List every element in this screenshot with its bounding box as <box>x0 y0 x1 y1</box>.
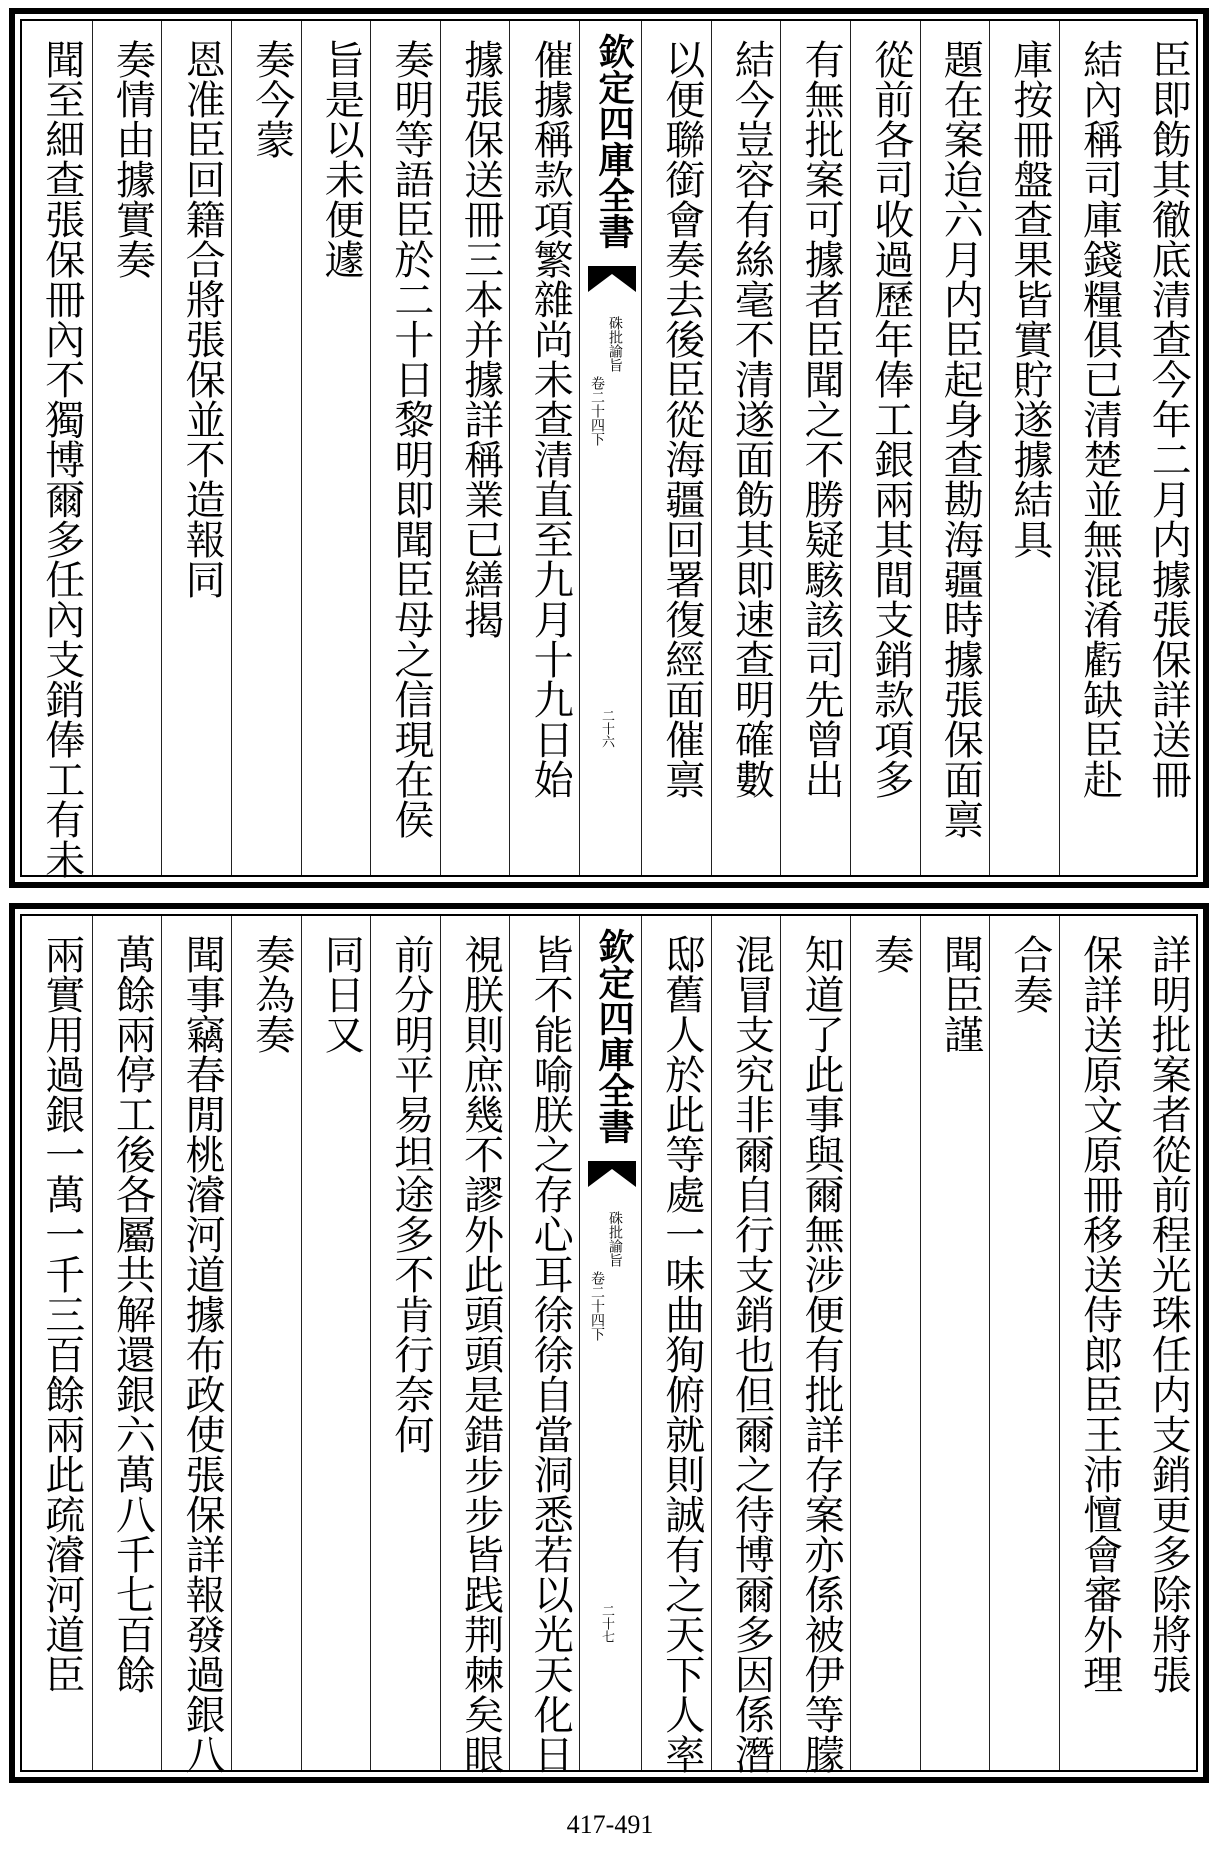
text-column <box>440 916 510 1774</box>
column-text: 詳明批案者從前程光珠任内支銷更多除將張 <box>1145 934 1192 1694</box>
page-footer-number: 417-491 <box>566 1810 654 1839</box>
column-text: 保詳送原文原冊移送侍郎臣王沛憻會審外理 <box>1076 934 1123 1694</box>
column-text: 恩准臣回籍合將張保並不造報同 <box>179 39 226 599</box>
column-text: 從前各司收過歷年俸工銀兩其間支銷款項多 <box>867 39 914 799</box>
text-column <box>920 916 990 1770</box>
fold-column <box>579 21 641 875</box>
column-text: 奏今蒙 <box>248 39 295 159</box>
text-column <box>850 916 920 1770</box>
fish-tail-mark-icon <box>588 1161 636 1187</box>
column-text: 臣即飭其徹底清查今年二月内據張保詳送冊 <box>1145 39 1192 799</box>
text-column <box>161 21 231 875</box>
text-column <box>301 916 371 1770</box>
column-text: 庫按冊盤查果皆實貯遂據結具 <box>1006 39 1053 559</box>
text-column <box>989 916 1059 1770</box>
column-text: 奏明等語臣於二十日黎明即聞臣母之信現在侯 <box>387 39 434 839</box>
text-column <box>440 21 510 875</box>
column-text: 同日又 <box>318 934 365 1054</box>
column-text: 前分明平易坦途多不肯行奈何 <box>387 934 434 1454</box>
text-column <box>231 21 301 875</box>
bottom-page-panel <box>9 903 1209 1783</box>
text-column <box>989 21 1059 875</box>
column-text: 以便聯銜會奏去後臣從海疆回署復經面催禀 <box>658 39 705 799</box>
text-column <box>711 21 781 875</box>
text-column <box>1128 21 1198 875</box>
column-text: 聞至細查張保冊內不獨博爾多任內支銷俸工有未 <box>38 39 85 879</box>
text-column <box>370 916 440 1770</box>
text-column <box>92 21 162 875</box>
column-text: 皆不能喻朕之存心耳徐徐自當洞悉若以光天化日 <box>527 934 574 1774</box>
column-text: 據張保送冊三本并據詳稱業已繕揭 <box>457 39 504 639</box>
text-column <box>1059 916 1129 1770</box>
top-page-frame <box>20 19 1198 877</box>
text-column <box>780 916 850 1774</box>
page-number: 二十六 <box>599 709 614 748</box>
text-column <box>1128 916 1198 1770</box>
text-column <box>22 21 92 879</box>
column-text: 結今豈容有絲毫不清遂面飭其即速查明確數 <box>728 39 775 799</box>
text-column <box>509 21 579 875</box>
column-text: 兩實用過銀一萬一千三百餘兩此疏濬河道臣 <box>38 934 85 1694</box>
text-column <box>711 916 781 1774</box>
column-text: 旨是以未便遽 <box>318 39 365 279</box>
column-text: 有無批案可據者臣聞之不勝疑駭該司先曾出 <box>798 39 845 799</box>
text-column <box>92 916 162 1770</box>
column-text: 聞臣謹 <box>937 934 984 1054</box>
text-column <box>509 916 579 1774</box>
text-column <box>301 21 371 875</box>
column-text: 奏 <box>867 934 914 974</box>
column-text: 催據稱款項繁雜尚未查清直至九月十九日始 <box>527 39 574 799</box>
text-column <box>161 916 231 1774</box>
text-column <box>231 916 301 1770</box>
text-column <box>920 21 990 875</box>
top-page-panel <box>9 8 1209 888</box>
book-title: 欽定四庫全書 <box>593 928 635 1144</box>
page-number: 二十七 <box>599 1604 614 1643</box>
column-text: 題在案迨六月内臣起身查勘海疆時據張保面禀 <box>937 39 984 839</box>
bottom-page-frame <box>20 914 1198 1772</box>
text-column <box>1059 21 1129 875</box>
column-text: 萬餘兩停工後各屬共解還銀六萬八千七百餘 <box>109 934 156 1694</box>
book-title: 欽定四庫全書 <box>593 33 635 249</box>
column-text: 知道了此事與爾無涉便有批詳存案亦係被伊等朦 <box>798 934 845 1774</box>
column-text: 視朕則庶幾不謬外此頭頭是錯步步皆践荆棘矣眼 <box>457 934 504 1774</box>
column-text: 聞事竊春閒桃濬河道據布政使張保詳報發過銀八 <box>179 934 226 1774</box>
volume-label: 卷二十四下 <box>589 1271 605 1341</box>
column-text: 奏情由據實奏 <box>109 39 156 279</box>
column-text: 合奏 <box>1006 934 1053 1014</box>
column-text: 混冒支究非爾自行支銷也但爾之待博爾多因係潛 <box>728 934 775 1774</box>
column-text: 結內稱司庫錢糧俱已清楚並無混淆虧缺臣赴 <box>1076 39 1123 799</box>
fish-tail-mark-icon <box>588 266 636 292</box>
text-column <box>641 916 711 1774</box>
fold-column <box>579 916 641 1770</box>
text-column <box>850 21 920 875</box>
source-title: 硃批諭旨 <box>607 1211 623 1267</box>
text-column <box>22 916 92 1770</box>
column-text: 奏為奏 <box>248 934 295 1054</box>
volume-label: 卷二十四下 <box>589 376 605 446</box>
text-column <box>370 21 440 875</box>
text-column <box>780 21 850 875</box>
source-title: 硃批諭旨 <box>607 316 623 372</box>
text-column <box>641 21 711 875</box>
column-text: 邸舊人於此等處一味曲狥俯就則誠有之天下人率 <box>658 934 705 1774</box>
